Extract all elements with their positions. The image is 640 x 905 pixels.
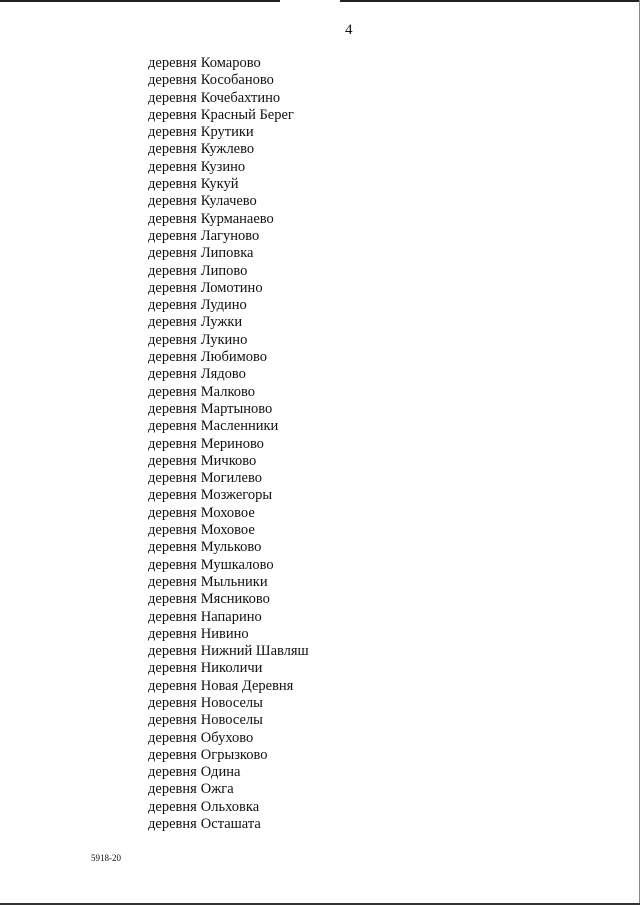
village-name: Мушкалово (200, 556, 274, 573)
list-item (148, 418, 309, 435)
list-item (148, 159, 309, 176)
settlement-type: деревня (148, 643, 197, 660)
list-item (148, 764, 309, 781)
page-number: 4 (345, 22, 353, 38)
settlement-type: деревня (148, 539, 197, 556)
list-item (148, 314, 309, 331)
list-item (148, 55, 309, 72)
settlement-type: деревня (148, 764, 197, 781)
list-item (148, 124, 309, 141)
list-item (148, 436, 309, 453)
village-list (148, 55, 309, 833)
settlement-type: деревня (148, 573, 197, 590)
settlement-type: деревня (148, 522, 197, 539)
list-item (148, 280, 309, 297)
village-name: Кужлево (200, 141, 255, 158)
settlement-type: деревня (148, 556, 197, 573)
settlement-type: деревня (148, 781, 197, 798)
scan-edge-gap (280, 0, 340, 2)
village-name: Могилево (200, 470, 262, 487)
list-item (148, 678, 309, 695)
settlement-type: деревня (148, 746, 197, 763)
list-item (148, 228, 309, 245)
settlement-type: деревня (148, 227, 197, 244)
village-name: Крутики (200, 124, 254, 141)
list-item (148, 609, 309, 626)
list-item (148, 401, 309, 418)
village-name: Мартыново (200, 400, 273, 417)
list-item (148, 695, 309, 712)
village-name: Масленники (200, 418, 279, 435)
settlement-type: деревня (148, 176, 197, 193)
village-name: Лядово (200, 366, 246, 383)
village-name: Мичково (200, 452, 257, 469)
village-name: Нижний Шавляш (200, 643, 309, 660)
village-name: Кулачево (200, 193, 257, 210)
list-item (148, 107, 309, 124)
settlement-type: деревня (148, 158, 197, 175)
settlement-type: деревня (148, 400, 197, 417)
list-item (148, 747, 309, 764)
settlement-type: деревня (148, 677, 197, 694)
village-name: Красный Берег (200, 106, 294, 123)
settlement-type: деревня (148, 470, 197, 487)
village-name: Мыльники (200, 573, 268, 590)
village-name: Николичи (200, 660, 263, 677)
list-item (148, 557, 309, 574)
list-item (148, 591, 309, 608)
list-item (148, 297, 309, 314)
list-item (148, 626, 309, 643)
settlement-type: деревня (148, 124, 197, 141)
scan-edge-top (0, 0, 640, 2)
village-name: Моховое (200, 522, 255, 539)
settlement-type: деревня (148, 262, 197, 279)
village-name: Липовка (200, 245, 254, 262)
village-name: Новая Деревня (200, 677, 294, 694)
list-item (148, 90, 309, 107)
list-item (148, 487, 309, 504)
list-item (148, 176, 309, 193)
list-item (148, 470, 309, 487)
list-item (148, 660, 309, 677)
settlement-type: деревня (148, 349, 197, 366)
village-name: Одина (200, 764, 241, 781)
settlement-type: деревня (148, 729, 197, 746)
village-name: Обухово (200, 729, 254, 746)
village-name: Мульково (200, 539, 262, 556)
settlement-type: деревня (148, 314, 197, 331)
village-name: Ломотино (200, 279, 263, 296)
settlement-type: деревня (148, 383, 197, 400)
settlement-type: деревня (148, 331, 197, 348)
village-name: Осташата (200, 816, 261, 833)
list-item (148, 643, 309, 660)
list-item (148, 384, 309, 401)
settlement-type: деревня (148, 487, 197, 504)
settlement-type: деревня (148, 798, 197, 815)
settlement-type: деревня (148, 816, 197, 833)
village-name: Нивино (200, 625, 249, 642)
settlement-type: деревня (148, 55, 197, 71)
settlement-type: деревня (148, 591, 197, 608)
list-item (148, 263, 309, 280)
list-item (148, 781, 309, 798)
settlement-type: деревня (148, 106, 197, 123)
village-name: Лагуново (200, 227, 260, 244)
list-item (148, 72, 309, 89)
village-name: Малково (200, 383, 256, 400)
list-item (148, 712, 309, 729)
village-name: Кузино (200, 158, 246, 175)
list-item (148, 245, 309, 262)
settlement-type: деревня (148, 279, 197, 296)
list-item (148, 799, 309, 816)
village-name: Огрызково (200, 746, 268, 763)
list-item (148, 453, 309, 470)
village-name: Лукино (200, 331, 248, 348)
list-item (148, 574, 309, 591)
list-item (148, 366, 309, 383)
village-name: Мозжегоры (200, 487, 273, 504)
village-name: Лудино (200, 297, 247, 314)
village-name: Кособаново (200, 72, 274, 89)
village-name: Любимово (200, 349, 268, 366)
list-item (148, 349, 309, 366)
village-name: Кочебахтино (200, 89, 281, 106)
settlement-type: деревня (148, 504, 197, 521)
list-item (148, 816, 309, 833)
settlement-type: деревня (148, 418, 197, 435)
settlement-type: деревня (148, 712, 197, 729)
settlement-type: деревня (148, 625, 197, 642)
list-item (148, 211, 309, 228)
list-item (148, 522, 309, 539)
list-item (148, 193, 309, 210)
list-item (148, 332, 309, 349)
settlement-type: деревня (148, 89, 197, 106)
settlement-type: деревня (148, 141, 197, 158)
village-name: Кукуй (200, 176, 239, 193)
village-name: Ожга (200, 781, 234, 798)
settlement-type: деревня (148, 245, 197, 262)
village-name: Липово (200, 262, 248, 279)
settlement-type: деревня (148, 72, 197, 89)
document-code: 5918-20 (91, 853, 121, 863)
settlement-type: деревня (148, 608, 197, 625)
village-name: Лужки (200, 314, 243, 331)
village-name: Курманаево (200, 210, 274, 227)
list-item (148, 539, 309, 556)
settlement-type: деревня (148, 297, 197, 314)
settlement-type: деревня (148, 435, 197, 452)
village-name: Напарино (200, 608, 262, 625)
list-item (148, 141, 309, 158)
village-name: Ольховка (200, 798, 260, 815)
settlement-type: деревня (148, 452, 197, 469)
village-name: Мериново (200, 435, 264, 452)
settlement-type: деревня (148, 660, 197, 677)
list-item (148, 730, 309, 747)
settlement-type: деревня (148, 193, 197, 210)
settlement-type: деревня (148, 210, 197, 227)
settlement-type: деревня (148, 366, 197, 383)
village-name: Моховое (200, 504, 255, 521)
settlement-type: деревня (148, 694, 197, 711)
list-item (148, 505, 309, 522)
village-name: Мясниково (200, 591, 270, 608)
village-name: Новоселы (200, 694, 263, 711)
village-name: Комарово (200, 55, 261, 71)
village-name: Новоселы (200, 712, 263, 729)
